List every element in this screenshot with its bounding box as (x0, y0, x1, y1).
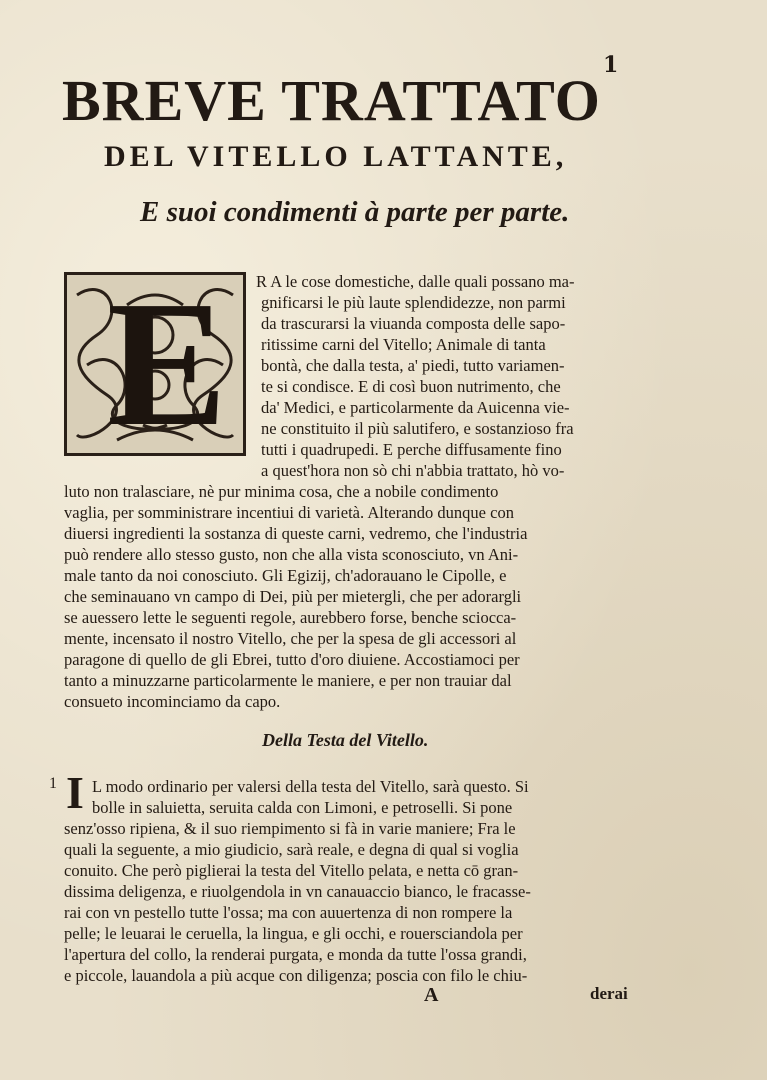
text-line: L modo ordinario per valersi della testa del Vitello, sarà questo. Si (92, 777, 529, 796)
text-line: se auessero lette le seguenti regole, aurebbero forse, benche sciocca- (64, 608, 517, 627)
text-line: da trascurarsi la viuanda composta delle sapo- (261, 314, 566, 333)
catchword: derai (590, 984, 628, 1003)
text-line: tanto a minuzzarne particolarmente le maniere, e per non trauiar dal (64, 671, 512, 690)
page-number: 1 (603, 52, 619, 78)
text-line: luto non tralasciare, nè pur minima cosa, che a nobile condimento (64, 482, 499, 501)
text-line: dissima deligenza, e riuolgendola in vn canauaccio bianco, le fracasse- (64, 882, 531, 901)
section-heading: Della Testa del Vitello. (262, 730, 429, 750)
text-line: e piccole, lauandola a più acque con diligenza; poscia con filo le chiu- (64, 966, 528, 985)
section-initial: I (66, 767, 84, 818)
text-line: gnificarsi le più laute splendidezze, non parmi (261, 293, 566, 312)
text-line: a quest'hora non sò chi n'abbia trattato, hò vo- (261, 461, 565, 480)
text-line: ritissime carni del Vitello; Animale di tanta (261, 335, 546, 354)
text-line: rai con vn pestello tutte l'ossa; ma con auuertenza di non rompere la (64, 903, 513, 922)
text-line: senz'osso ripiena, & il suo riempimento si fà in varie maniere; Fra le (64, 819, 516, 838)
text-line: te si condisce. E di così buon nutrimento, che (261, 377, 561, 396)
dropcap-letter: E (107, 272, 228, 456)
text-line: l'apertura del collo, la renderai purgata, e monda da tutte l'ossa grandi, (64, 945, 527, 964)
text-line: male tanto da noi conosciuto. Gli Egizij, ch'adorauano le Cipolle, e (64, 566, 507, 585)
text-line: bontà, che dalla testa, a' piedi, tutto variamen- (261, 356, 565, 375)
text-line: che seminauano vn campo di Dei, più per mietergli, che per adorargli (64, 587, 522, 606)
page-title: BREVE TRATTATO (62, 68, 601, 133)
text-line: può rendere allo stesso gusto, non che alla vista sconosciuto, vn Ani- (64, 545, 519, 564)
text-line: quali la seguente, a mio giudicio, sarà reale, e degna di qual si voglia (64, 840, 519, 859)
text-line: diuersi ingredienti la sostanza di queste carni, vedremo, che l'industria (64, 524, 528, 543)
text-line: paragone di quello de gli Ebrei, tutto d'oro diuiene. Accostiamoci per (64, 650, 520, 669)
margin-number: 1 (49, 775, 57, 792)
text-line: bolle in saluietta, seruita calda con Limoni, e petroselli. Si pone (92, 798, 513, 817)
text-line: mente, incensato il nostro Vitello, che per la spesa de gli accessori al (64, 629, 517, 648)
text-line: vaglia, per somministrare incentiui di varietà. Alterando dunque con (64, 503, 514, 522)
text-line: R A le cose domestiche, dalle quali possano ma- (256, 272, 575, 291)
signature-mark: A (424, 984, 439, 1006)
text-line: ne constituito il più salutifero, e sostanzioso fra (261, 419, 574, 438)
text-line: consueto incominciamo da capo. (64, 692, 281, 711)
page-subtitle: DEL VITELLO LATTANTE, (104, 140, 568, 173)
text-line: tutti i quadrupedi. E perche diffusamente fino (261, 440, 562, 459)
text-line: da' Medici, e particolarmente da Auicenna vie- (261, 398, 570, 417)
text-line: conuito. Che però piglierai la testa del Vitello pelata, e netta cō gran- (64, 861, 519, 880)
text-line: pelle; le leuarai le ceruella, la lingua, e gli occhi, e rouersciandola per (64, 924, 523, 943)
decorated-initial (64, 272, 246, 456)
page-sub-subtitle: E suoi condimenti à parte per parte. (140, 196, 570, 228)
